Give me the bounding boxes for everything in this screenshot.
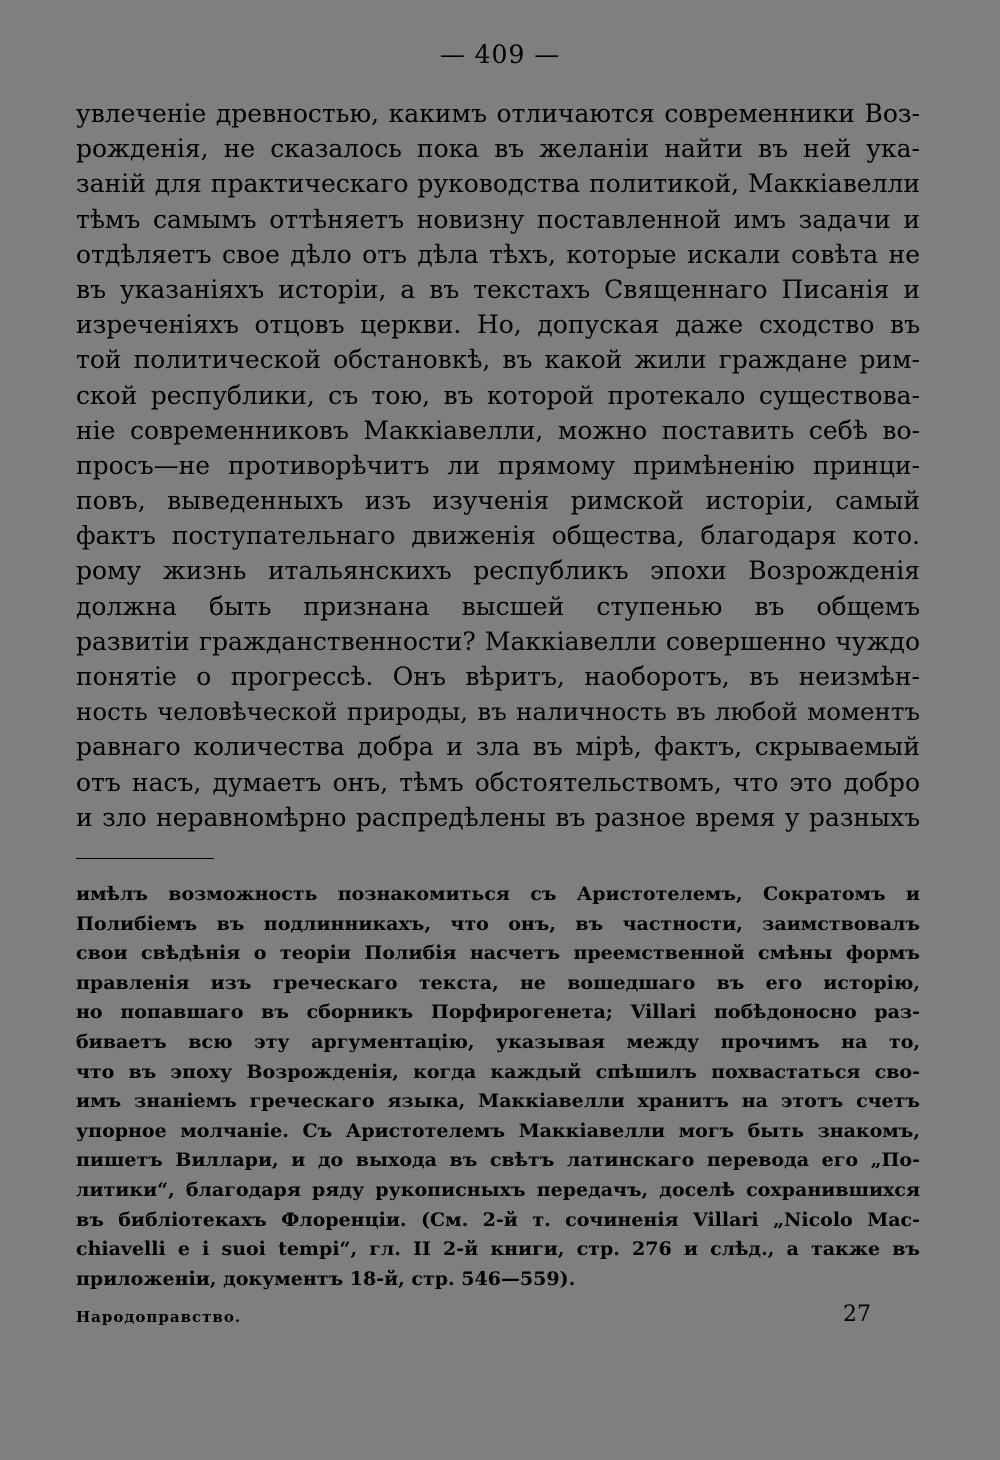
- main-text-line: понятіе о прогрессѣ. Онъ вѣритъ, наоборотъ, въ неизмѣн-: [76, 662, 920, 691]
- footnote-line: биваетъ всю эту аргументацію, указывая между прочимъ на то,: [76, 1030, 920, 1053]
- footnote-line: chiavelli e i suoi tempi“, гл. II 2-й книги, стр. 276 и слѣд., а также въ: [76, 1238, 920, 1261]
- page-number: — 409 —: [439, 40, 561, 69]
- main-text-line: увлеченіе древностью, какимъ отличаются современники Воз-: [76, 99, 920, 128]
- footnote-line: правленія изъ греческаго текста, не вошедшаго въ его исторію,: [76, 971, 920, 994]
- main-text: [76, 96, 920, 835]
- main-text-line: ность человѣческой природы, въ наличность въ любой моментъ: [76, 697, 920, 727]
- footnote-line: въ библіотекахъ Флоренціи. (См. 2-й т. сочиненія Villari „Nicolo Mac-: [76, 1208, 920, 1231]
- main-text-line: ской республики, съ тою, въ которой протекало существова-: [76, 380, 920, 410]
- main-text-line: равнаго количества добра и зла въ мірѣ, фактъ, скрываемый: [76, 732, 920, 762]
- main-text-line: фактъ поступательнаго движенія общества, благодаря кото.: [76, 521, 920, 551]
- footnote-divider: [76, 858, 214, 859]
- main-text-line: ніе современниковъ Маккіавелли, можно поставить себѣ во-: [76, 415, 920, 445]
- main-text-line: рому жизнь итальянскихъ республикъ эпохи Возрожденія: [76, 556, 920, 586]
- footnote-line: но попавшаго въ сборникъ Порфирогенета; Villari побѣдоносно раз-: [76, 1001, 920, 1024]
- main-text-line: просъ—не противорѣчитъ ли прямому примѣненію принци-: [76, 450, 920, 480]
- main-text-line: развитіи гражданственности? Маккіавелли совершенно чуждо: [76, 626, 920, 656]
- main-text-line: тѣмъ самымъ оттѣняетъ новизну поставленной имъ задачи и: [76, 204, 920, 234]
- main-text-line: рожденія, не сказалось пока въ желаніи найти въ ней ука-: [76, 134, 920, 164]
- signature-mark: Народоправство.: [76, 1308, 242, 1326]
- footnote-line: литики“, благодаря ряду рукописныхъ передачъ, доселѣ сохранившихся: [76, 1178, 920, 1201]
- main-text-line: въ указаніяхъ исторіи, а въ текстахъ Священнаго Писанія и: [76, 274, 920, 304]
- signature-number: 27: [843, 1302, 871, 1327]
- main-text-line: изреченіяхъ отцовъ церкви. Но, допуская даже сходство въ: [76, 310, 920, 340]
- main-text-line: заній для практическаго руководства политикой, Маккіавелли: [76, 169, 920, 199]
- footnote-line: упорное молчаніе. Съ Аристотелемъ Маккіавелли могъ быть знакомъ,: [76, 1119, 920, 1142]
- footnote-line: приложеніи, документъ 18-й, стр. 546—559).: [76, 1267, 576, 1290]
- footnote-line: Полибіемъ въ подлинникахъ, что онъ, въ частности, заимствовалъ: [76, 912, 920, 935]
- main-text-line: той политической обстановкѣ, въ какой жили граждане рим-: [76, 345, 920, 375]
- footnote-line: свои свѣдѣнія о теоріи Полибія насчетъ преемственной смѣны формъ: [76, 942, 920, 965]
- main-text-line: повъ, выведенныхъ изъ изученія римской исторіи, самый: [76, 486, 920, 516]
- main-text-line: и зло неравномѣрно распредѣлены въ разное время у разныхъ: [76, 802, 920, 832]
- main-text-line: отдѣляетъ свое дѣло отъ дѣла тѣхъ, которые искали совѣта не: [76, 239, 920, 269]
- footnote: [76, 880, 920, 1294]
- footnote-line: имѣлъ возможность познакомиться съ Аристотелемъ, Сократомъ и: [76, 883, 920, 905]
- main-text-line: отъ насъ, думаетъ онъ, тѣмъ обстоятельствомъ, что это добро: [76, 767, 920, 797]
- main-text-line: должна быть признана высшей ступенью въ общемъ: [76, 591, 920, 621]
- footnote-line: что въ эпоху Возрожденія, когда каждый спѣшилъ похвастаться сво-: [76, 1060, 920, 1083]
- footnote-line: пишетъ Виллари, и до выхода въ свѣтъ латинскаго перевода его „По-: [76, 1149, 920, 1172]
- footnote-line: имъ знаніемъ греческаго языка, Маккіавелли хранитъ на этотъ счетъ: [76, 1090, 920, 1113]
